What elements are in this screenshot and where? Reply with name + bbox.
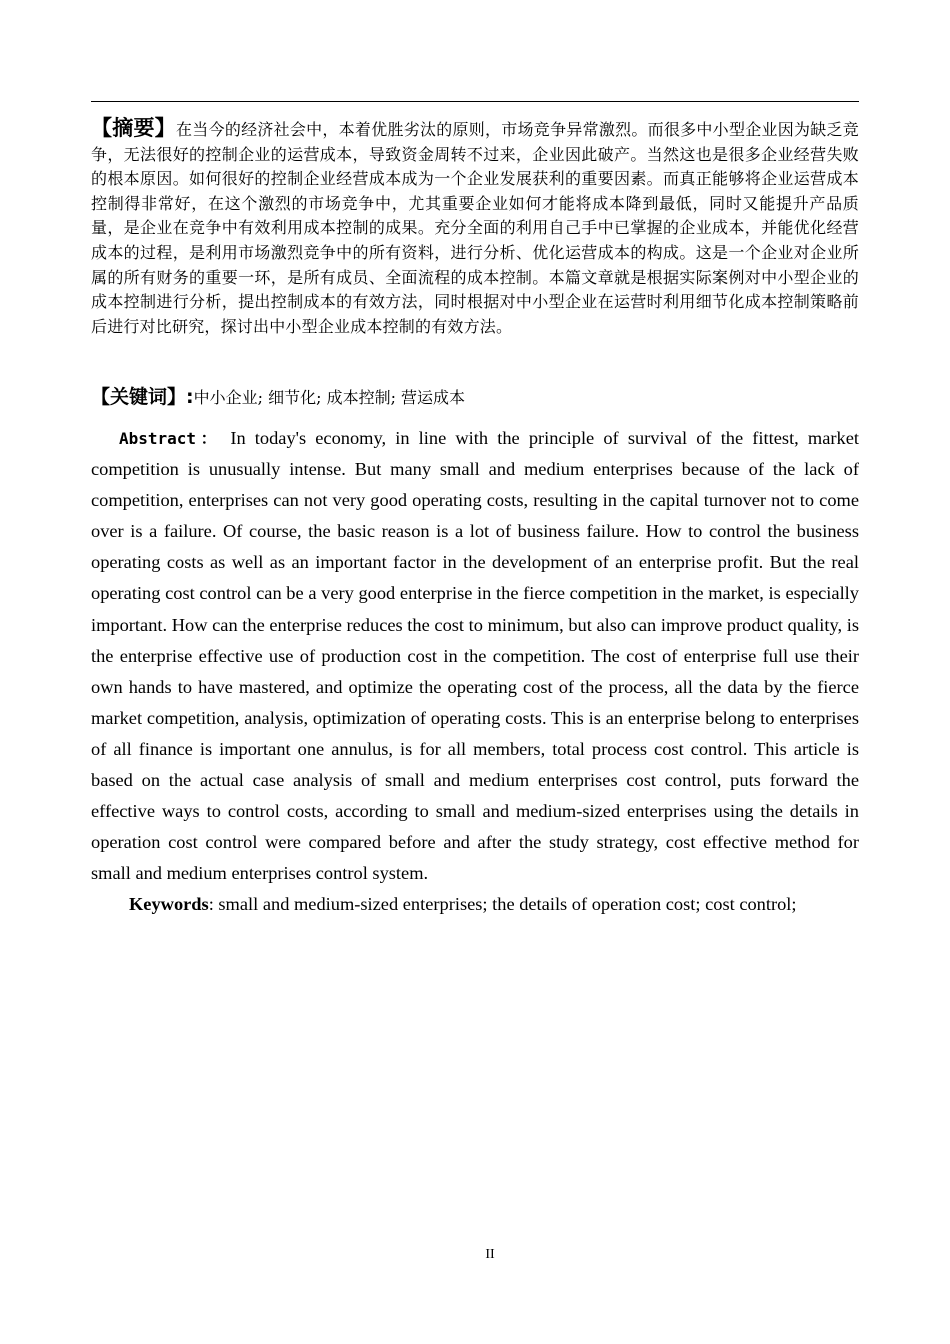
chinese-abstract-text: 在当今的经济社会中，本着优胜劣汰的原则，市场竞争异常激烈。而很多中小型企业因为缺乏竞争，无法很好的控制企业的运营成本，导致资金周转不过来，企业因此破产。当然这也是很多企业经营失败的根本原因。如何很好的控制企业经营成本成为一个企业发展获利的重要因素。而真正能够将企业运营成本控制得非常好，在这个激烈的市场竞争中，尤其重要企业如何才能将成本降到最低，同时又能提升产品质量，是企业在竞争中有效利用成本控制的成果。充分全面的利用自己手中已掌握的企业成本，并能优化经营成本的过程，是利用市场激烈竞争中的所有资料，进行分析、优化运营成本的构成。这是一个企业对企业所属的所有财务的重要一环，是所有成员、全面流程的成本控制。本篇文章就是根据实际案例对中小型企业的成本控制进行分析，提出控制成本的有效方法，同时根据对中小型企业在运营时利用细节化成本控制策略前后进行对比研究，探讨出中小型企业成本控制的有效方法。 [91,120,859,336]
chinese-abstract [91,116,859,339]
english-abstract-text: In today's economy, in line with the principle of survival of the fittest, market competition is unusually intense. But many small and medium enterprises because of the lack of competition, enterprises can not very good operating costs, resulting in the capital turnover not to come over is a failure. Of course, the basic reason is a lot of business failure. How to control the business operating costs as well as an important factor in the development of an enterprise profit. But the real operating cost control can be a very good enterprise in the fierce competition in the market, is especially important. How can the enterprise reduces the cost to minimum, but also can improve product quality, is the enterprise effective use of production cost in the competition. The cost of enterprise full use their own hands to have mastered, and optimize the operating cost of the process, all the data by the fierce market competition, analysis, optimization of operating costs. This is an enterprise belong to enterprises of all finance is important one annulus, is for all members, total process cost control. This article is based on the actual case analysis of small and medium enterprises cost control, puts forward the effective ways to control costs, according to small and medium-sized enterprises using the details in operation cost control were compared before and after the study strategy, cost effective method for small and medium enterprises control system. [91,428,859,884]
chinese-keywords-text: 中小企业; 细节化; 成本控制; 营运成本 [193,388,466,407]
header-rule [91,101,859,102]
english-keywords-label: Keywords [129,894,209,914]
english-keywords-text: : small and medium-sized enterprises; the details of operation cost; cost control; [208,894,797,914]
english-abstract [91,423,859,889]
page-number: II [485,1247,495,1262]
english-abstract-label: Abstract： [119,429,222,448]
english-keywords [129,889,859,920]
chinese-keywords [91,383,859,412]
chinese-keywords-label: 【关键词】: [91,386,194,408]
chinese-abstract-label: 【摘要】 [91,116,177,140]
